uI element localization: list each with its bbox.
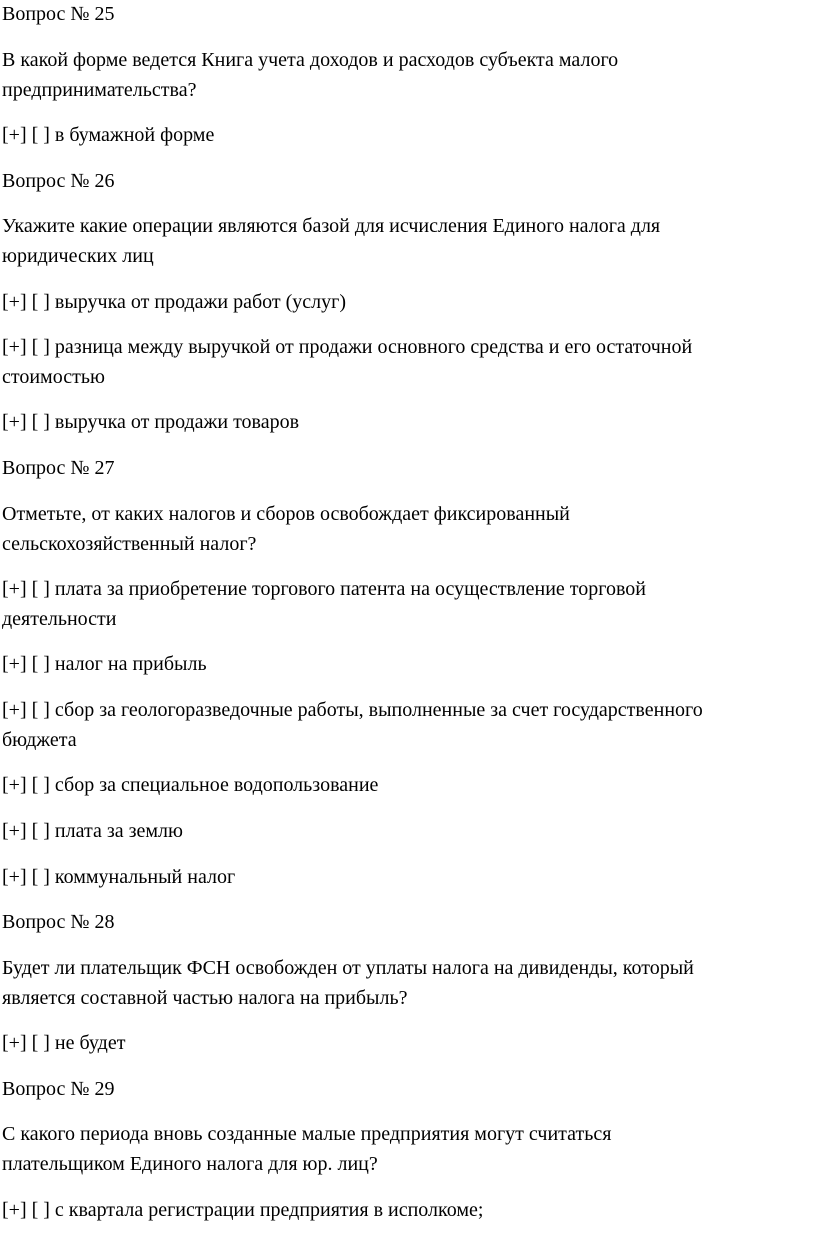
- answer-27-1-line-2: деятельности: [2, 608, 117, 630]
- question-text-25-line-2: предпринимательства?: [2, 79, 197, 101]
- answer-29-1: [+] [ ] с квартала регистрации предприятия в исполкоме;: [2, 1199, 484, 1221]
- answer-25-1: [+] [ ] в бумажной форме: [2, 124, 215, 146]
- question-text-29-line-1: С какого периода вновь созданные малые предприятия могут считаться: [2, 1123, 612, 1145]
- question-text-26-line-2: юридических лиц: [2, 245, 154, 267]
- question-text-28-line-2: является составной частью налога на прибыль?: [2, 987, 408, 1009]
- question-text-25-line-1: В какой форме ведется Книга учета доходов и расходов субъекта малого: [2, 49, 619, 71]
- answer-27-5: [+] [ ] плата за землю: [2, 820, 183, 842]
- answer-27-3-line-1: [+] [ ] сбор за геологоразведочные работы, выполненные за счет государственного: [2, 699, 703, 721]
- answer-26-2-line-2: стоимостью: [2, 366, 105, 388]
- answer-26-1: [+] [ ] выручка от продажи работ (услуг): [2, 291, 346, 313]
- question-text-28-line-1: Будет ли плательщик ФСН освобожден от уплаты налога на дивиденды, который: [2, 957, 694, 979]
- answer-26-3: [+] [ ] выручка от продажи товаров: [2, 411, 300, 433]
- question-text-26-line-1: Укажите какие операции являются базой для исчисления Единого налога для: [2, 215, 661, 237]
- answer-27-4: [+] [ ] сбор за специальное водопользование: [2, 774, 379, 796]
- answer-27-2: [+] [ ] налог на прибыль: [2, 653, 207, 675]
- question-text-29-line-2: плательщиком Единого налога для юр. лиц?: [2, 1153, 378, 1175]
- question-heading-25: Вопрос № 25: [2, 3, 115, 25]
- answer-27-1-line-1: [+] [ ] плата за приобретение торгового патента на осуществление торговой: [2, 578, 646, 600]
- question-heading-29: Вопрос № 29: [2, 1078, 115, 1100]
- question-heading-26: Вопрос № 26: [2, 170, 115, 192]
- question-text-27-line-2: сельскохозяйственный налог?: [2, 533, 257, 555]
- answer-27-6: [+] [ ] коммунальный налог: [2, 866, 236, 888]
- question-text-27-line-1: Отметьте, от каких налогов и сборов освобождает фиксированный: [2, 503, 570, 525]
- question-heading-28: Вопрос № 28: [2, 911, 115, 933]
- answer-28-1: [+] [ ] не будет: [2, 1032, 126, 1054]
- answer-26-2-line-1: [+] [ ] разница между выручкой от продажи основного средства и его остаточной: [2, 336, 693, 358]
- question-heading-27: Вопрос № 27: [2, 457, 115, 479]
- answer-27-3-line-2: бюджета: [2, 729, 77, 751]
